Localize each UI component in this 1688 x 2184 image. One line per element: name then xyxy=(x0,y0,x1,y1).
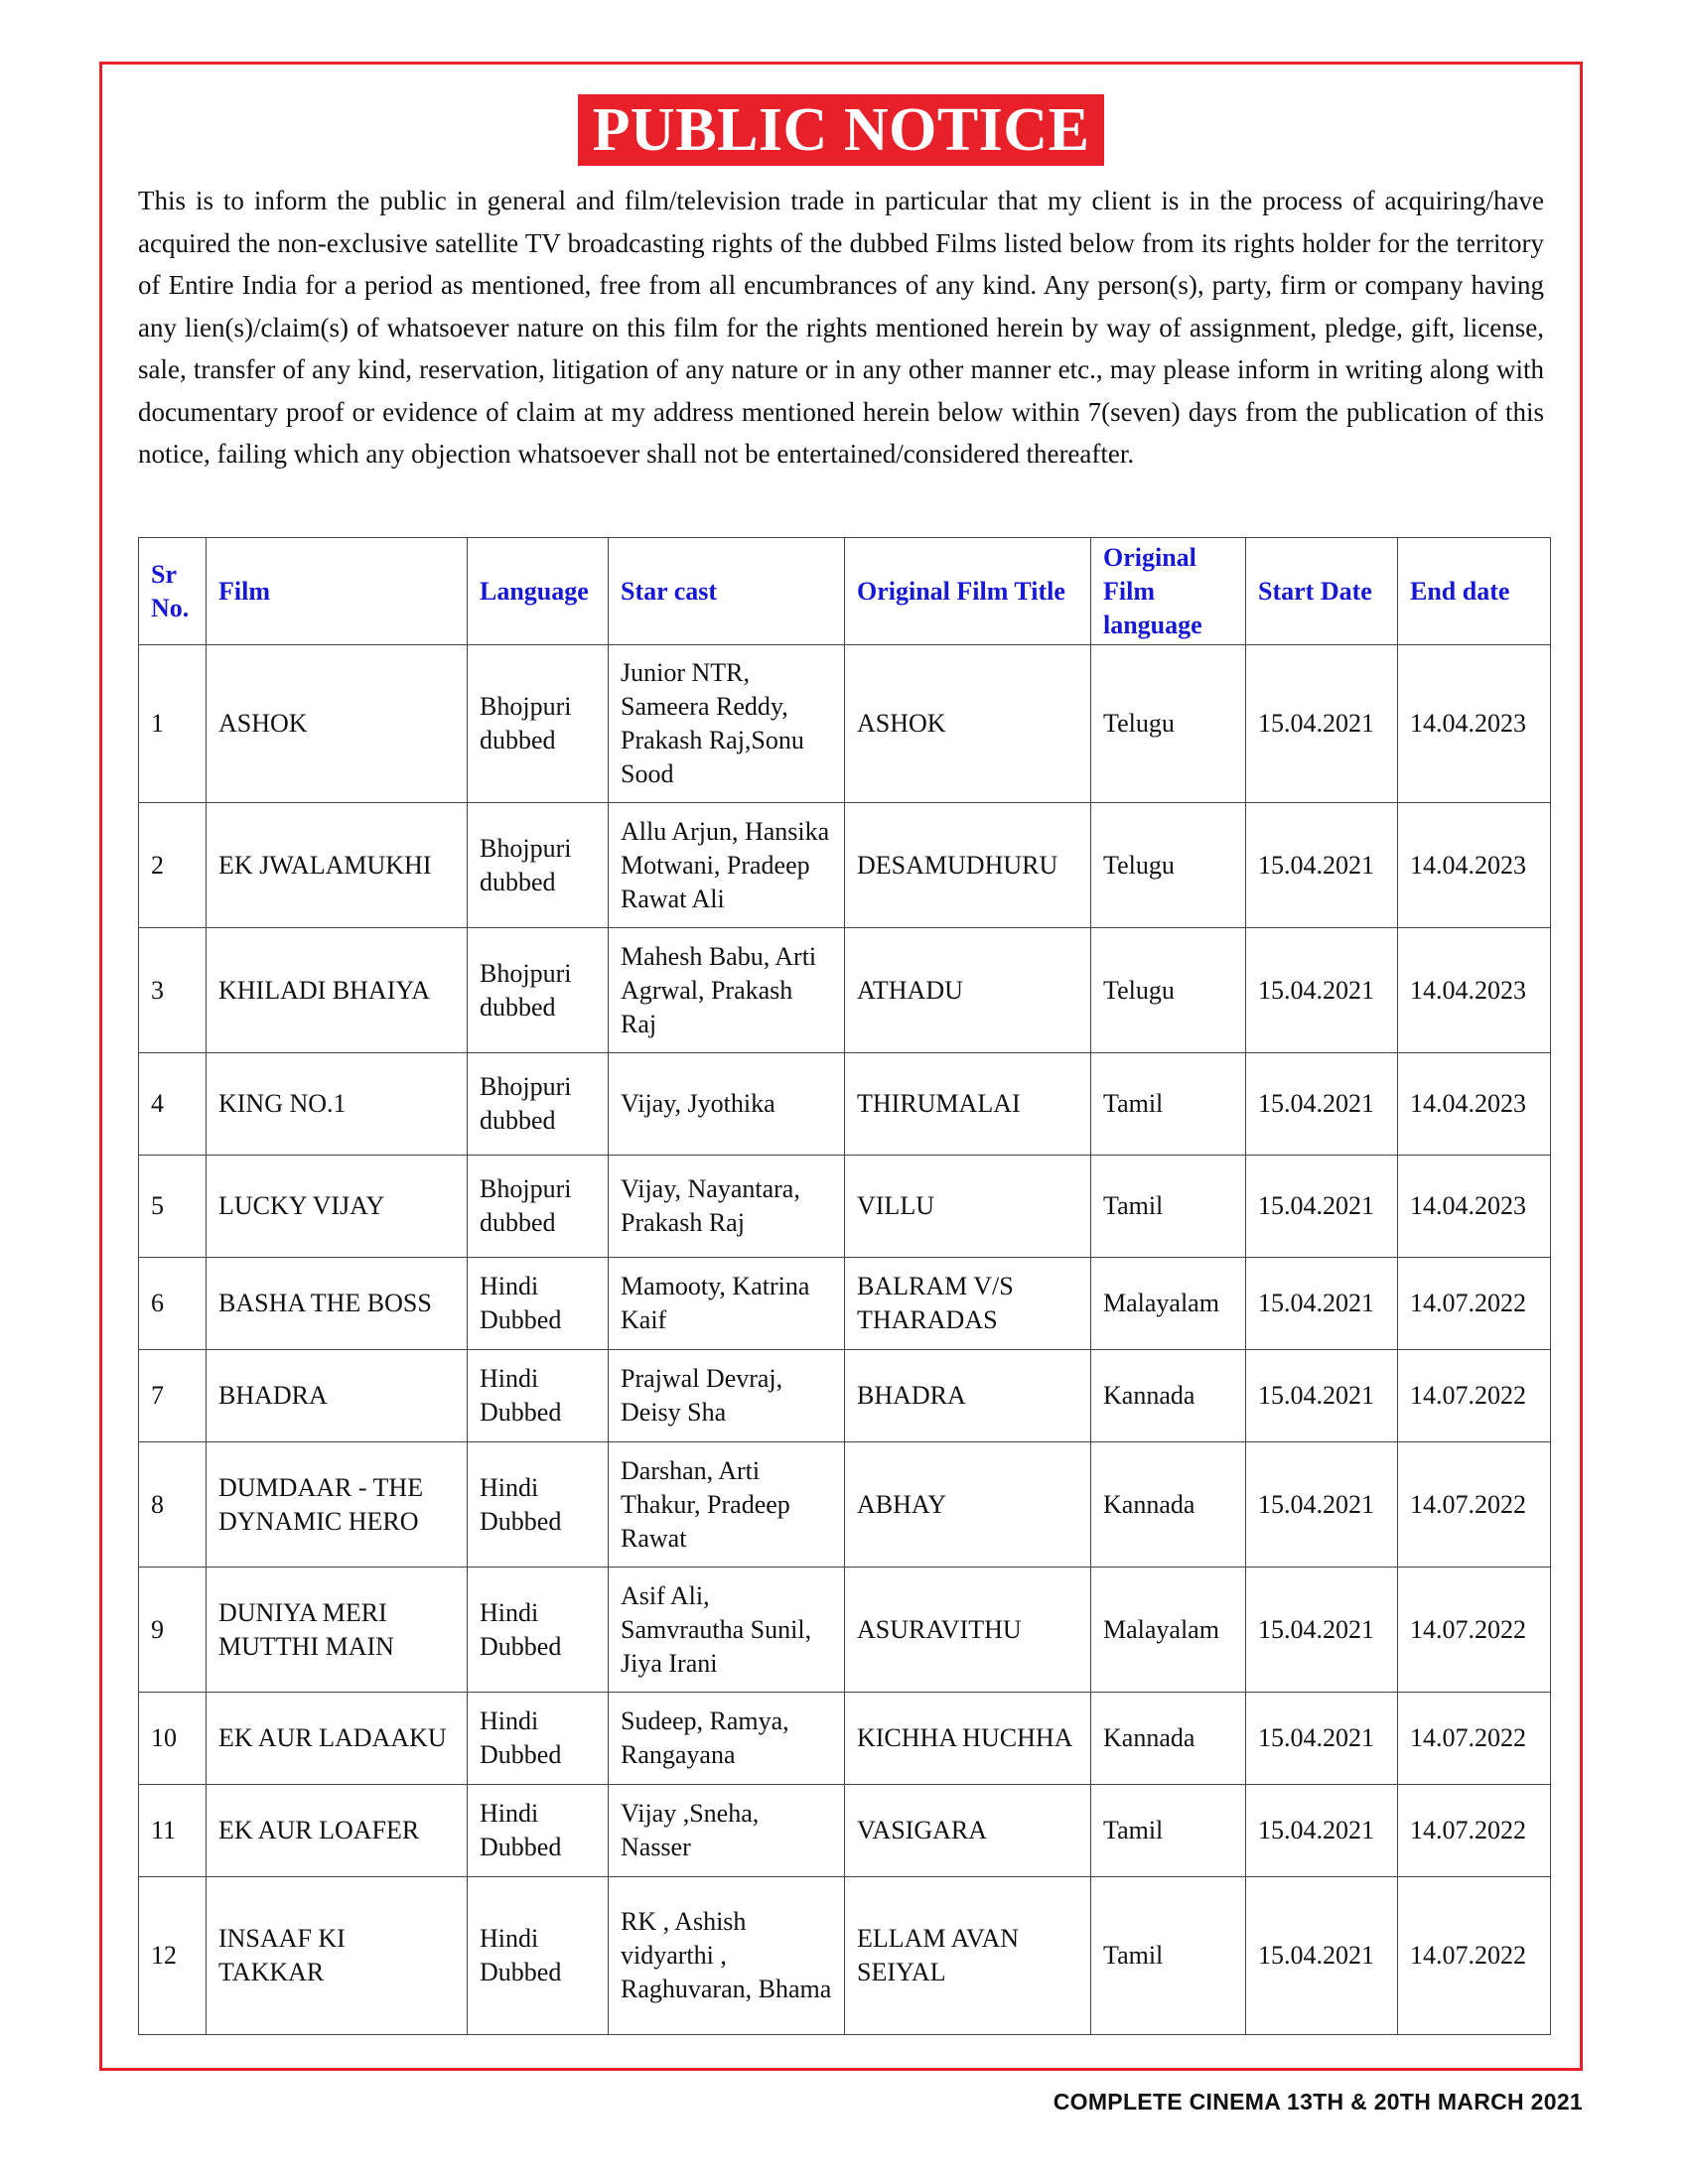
sr-no-cell: 1 xyxy=(139,645,207,803)
sr-no-cell: 2 xyxy=(139,803,207,928)
table-row xyxy=(139,1350,1551,1442)
star-cast-cell: Asif Ali, Samvrautha Sunil, Jiya Irani xyxy=(609,1568,845,1693)
original-language-cell: Tamil xyxy=(1091,1785,1246,1877)
end-date-cell: 14.07.2022 xyxy=(1398,1785,1551,1877)
original-language-cell: Malayalam xyxy=(1091,1258,1246,1350)
star-cast-cell: Mahesh Babu, Arti Agrwal, Prakash Raj xyxy=(609,928,845,1053)
film-cell: KHILADI BHAIYA xyxy=(207,928,468,1053)
publication-footer: COMPLETE CINEMA 13TH & 20TH MARCH 2021 xyxy=(1053,2089,1583,2115)
start-date-cell: 15.04.2021 xyxy=(1246,1053,1398,1156)
sr-no-cell: 6 xyxy=(139,1258,207,1350)
notice-intro: This is to inform the public in general and film/television trade in particular that my client is in the process of acquiring/have acquired the non-exclusive satellite TV broadcasting rights of the dubbed Films listed below from its rights holder for the territory of Entire India for a period as mentioned, free from all encumbrances of any kind. Any person(s), party, firm or company having any lien(s)/claim(s) of whatsoever nature on this film for the rights mentioned herein by way of assignment, pledge, gift, license, sale, transfer of any kind, reservation, litigation of any nature or in any other manner etc., may please inform in writing along with documentary proof or evidence of claim at my address mentioned herein below within 7(seven) days from the publication of this notice, failing which any objection whatsoever shall not be entertained/considered thereafter. xyxy=(138,186,1544,469)
table-body xyxy=(139,645,1551,2035)
table-row xyxy=(139,1693,1551,1785)
sr-no-cell: 5 xyxy=(139,1156,207,1258)
table-row xyxy=(139,1442,1551,1568)
table-row xyxy=(139,645,1551,803)
language-cell: Bhojpuri dubbed xyxy=(468,1053,609,1156)
film-cell: EK AUR LOAFER xyxy=(207,1785,468,1877)
original-title-cell: ATHADU xyxy=(845,928,1091,1053)
end-date-cell: 14.04.2023 xyxy=(1398,928,1551,1053)
film-cell: ASHOK xyxy=(207,645,468,803)
language-cell: Hindi Dubbed xyxy=(468,1350,609,1442)
title-wrap xyxy=(102,94,1580,166)
table-row xyxy=(139,1156,1551,1258)
header-language: Language xyxy=(468,538,609,645)
film-cell: KING NO.1 xyxy=(207,1053,468,1156)
original-language-cell: Telugu xyxy=(1091,928,1246,1053)
language-cell: Hindi Dubbed xyxy=(468,1693,609,1785)
film-cell: BHADRA xyxy=(207,1350,468,1442)
original-language-cell: Kannada xyxy=(1091,1442,1246,1568)
header-film: Film xyxy=(207,538,468,645)
start-date-cell: 15.04.2021 xyxy=(1246,1258,1398,1350)
table-row xyxy=(139,928,1551,1053)
language-cell: Hindi Dubbed xyxy=(468,1258,609,1350)
original-title-cell: ABHAY xyxy=(845,1442,1091,1568)
original-language-cell: Telugu xyxy=(1091,645,1246,803)
film-cell: EK JWALAMUKHI xyxy=(207,803,468,928)
star-cast-cell: Mamooty, Katrina Kaif xyxy=(609,1258,845,1350)
table-row xyxy=(139,1053,1551,1156)
end-date-cell: 14.07.2022 xyxy=(1398,1693,1551,1785)
header-sr-no: Sr No. xyxy=(139,538,207,645)
original-title-cell: ASURAVITHU xyxy=(845,1568,1091,1693)
start-date-cell: 15.04.2021 xyxy=(1246,1785,1398,1877)
start-date-cell: 15.04.2021 xyxy=(1246,928,1398,1053)
start-date-cell: 15.04.2021 xyxy=(1246,1693,1398,1785)
header-star-cast: Star cast xyxy=(609,538,845,645)
language-cell: Hindi Dubbed xyxy=(468,1877,609,2035)
original-title-cell: BHADRA xyxy=(845,1350,1091,1442)
end-date-cell: 14.04.2023 xyxy=(1398,1156,1551,1258)
star-cast-cell: Prajwal Devraj, Deisy Sha xyxy=(609,1350,845,1442)
original-language-cell: Kannada xyxy=(1091,1693,1246,1785)
original-language-cell: Telugu xyxy=(1091,803,1246,928)
start-date-cell: 15.04.2021 xyxy=(1246,1156,1398,1258)
language-cell: Bhojpuri dubbed xyxy=(468,1156,609,1258)
sr-no-cell: 7 xyxy=(139,1350,207,1442)
language-cell: Hindi Dubbed xyxy=(468,1785,609,1877)
end-date-cell: 14.04.2023 xyxy=(1398,1053,1551,1156)
star-cast-cell: Vijay, Nayantara, Prakash Raj xyxy=(609,1156,845,1258)
sr-no-cell: 11 xyxy=(139,1785,207,1877)
original-language-cell: Tamil xyxy=(1091,1053,1246,1156)
table-row xyxy=(139,1568,1551,1693)
table-row xyxy=(139,1258,1551,1350)
end-date-cell: 14.07.2022 xyxy=(1398,1568,1551,1693)
table-row xyxy=(139,1877,1551,2035)
star-cast-cell: Vijay, Jyothika xyxy=(609,1053,845,1156)
original-title-cell: VASIGARA xyxy=(845,1785,1091,1877)
start-date-cell: 15.04.2021 xyxy=(1246,803,1398,928)
notice-title: PUBLIC NOTICE xyxy=(578,94,1105,166)
original-language-cell: Kannada xyxy=(1091,1350,1246,1442)
star-cast-cell: Allu Arjun, Hansika Motwani, Pradeep Rawat Ali xyxy=(609,803,845,928)
film-cell: DUMDAAR - THE DYNAMIC HERO xyxy=(207,1442,468,1568)
star-cast-cell: RK , Ashish vidyarthi , Raghuvaran, Bhama xyxy=(609,1877,845,2035)
star-cast-cell: Junior NTR, Sameera Reddy, Prakash Raj,Sonu Sood xyxy=(609,645,845,803)
original-title-cell: ELLAM AVAN SEIYAL xyxy=(845,1877,1091,2035)
table-row xyxy=(139,1785,1551,1877)
end-date-cell: 14.04.2023 xyxy=(1398,645,1551,803)
original-title-cell: VILLU xyxy=(845,1156,1091,1258)
notice-frame xyxy=(99,62,1583,2071)
film-cell: INSAAF KI TAKKAR xyxy=(207,1877,468,2035)
language-cell: Hindi Dubbed xyxy=(468,1442,609,1568)
start-date-cell: 15.04.2021 xyxy=(1246,1877,1398,2035)
end-date-cell: 14.07.2022 xyxy=(1398,1877,1551,2035)
film-cell: BASHA THE BOSS xyxy=(207,1258,468,1350)
sr-no-cell: 8 xyxy=(139,1442,207,1568)
original-language-cell: Malayalam xyxy=(1091,1568,1246,1693)
header-start-date: Start Date xyxy=(1246,538,1398,645)
sr-no-cell: 3 xyxy=(139,928,207,1053)
end-date-cell: 14.07.2022 xyxy=(1398,1442,1551,1568)
original-title-cell: ASHOK xyxy=(845,645,1091,803)
language-cell: Bhojpuri dubbed xyxy=(468,803,609,928)
language-cell: Hindi Dubbed xyxy=(468,1568,609,1693)
start-date-cell: 15.04.2021 xyxy=(1246,1442,1398,1568)
end-date-cell: 14.07.2022 xyxy=(1398,1350,1551,1442)
original-title-cell: BALRAM V/S THARADAS xyxy=(845,1258,1091,1350)
original-title-cell: KICHHA HUCHHA xyxy=(845,1693,1091,1785)
star-cast-cell: Vijay ,Sneha, Nasser xyxy=(609,1785,845,1877)
start-date-cell: 15.04.2021 xyxy=(1246,1350,1398,1442)
start-date-cell: 15.04.2021 xyxy=(1246,1568,1398,1693)
star-cast-cell: Darshan, Arti Thakur, Pradeep Rawat xyxy=(609,1442,845,1568)
original-language-cell: Tamil xyxy=(1091,1156,1246,1258)
star-cast-cell: Sudeep, Ramya, Rangayana xyxy=(609,1693,845,1785)
header-end-date: End date xyxy=(1398,538,1551,645)
table-row xyxy=(139,803,1551,928)
film-cell: EK AUR LADAAKU xyxy=(207,1693,468,1785)
header-original-language: Original Film language xyxy=(1091,538,1246,645)
start-date-cell: 15.04.2021 xyxy=(1246,645,1398,803)
language-cell: Bhojpuri dubbed xyxy=(468,928,609,1053)
original-title-cell: THIRUMALAI xyxy=(845,1053,1091,1156)
film-cell: LUCKY VIJAY xyxy=(207,1156,468,1258)
sr-no-cell: 12 xyxy=(139,1877,207,2035)
films-table xyxy=(138,537,1551,2035)
sr-no-cell: 10 xyxy=(139,1693,207,1785)
sr-no-cell: 9 xyxy=(139,1568,207,1693)
sr-no-cell: 4 xyxy=(139,1053,207,1156)
original-title-cell: DESAMUDHURU xyxy=(845,803,1091,928)
end-date-cell: 14.04.2023 xyxy=(1398,803,1551,928)
table-header-row xyxy=(139,538,1551,645)
end-date-cell: 14.07.2022 xyxy=(1398,1258,1551,1350)
film-cell: DUNIYA MERI MUTTHI MAIN xyxy=(207,1568,468,1693)
language-cell: Bhojpuri dubbed xyxy=(468,645,609,803)
header-original-title: Original Film Title xyxy=(845,538,1091,645)
original-language-cell: Tamil xyxy=(1091,1877,1246,2035)
